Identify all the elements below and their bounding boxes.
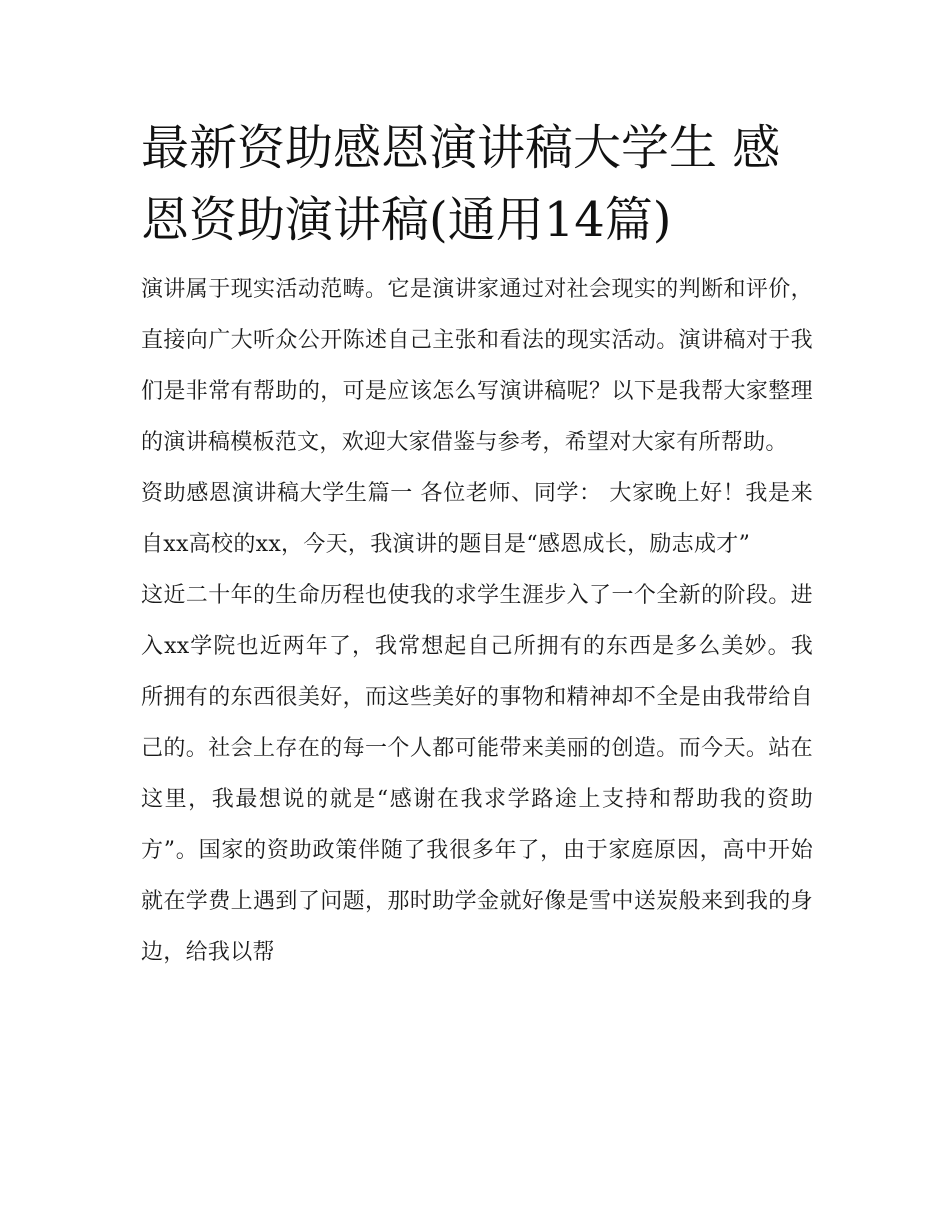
document-body [141, 112, 813, 978]
speech-body-paragraph: 这近二十年的生命历程也使我的求学生涯步入了一个全新的阶段。进入xx学院也近两年了，我常想起自己所拥有的东西是多么美妙。我所拥有的东西很美好，而这些美好的事物和精神却不全是由我带给自己的。社会上存在的每一个人都可能带来美丽的创造。而今天。站在这里，我最想说的就是“感谢在我求学路途上支持和帮助我的资助方”。国家的资助政策伴随了我很多年了，由于家庭原因，高中开始就在学费上遇到了问题，那时助学金就好像是雪中送炭般来到我的身边，给我以帮 [141, 583, 813, 965]
intro-paragraph: 演讲属于现实活动范畴。它是演讲家通过对社会现实的判断和评价，直接向广大听众公开陈述自己主张和看法的现实活动。演讲稿对于我们是非常有帮助的，可是应该怎么写演讲稿呢？以下是我帮大家整理的演讲稿模板范文，欢迎大家借鉴与参考，希望对大家有所帮助。 [141, 277, 813, 455]
speech-opening-paragraph: 资助感恩演讲稿大学生篇一 各位老师、同学： 大家晚上好！我是来自xx高校的xx，今天，我演讲的题目是“感恩成长，励志成才” [141, 481, 813, 557]
document-title: 最新资助感恩演讲稿大学生 感恩资助演讲稿(通用14篇) [141, 120, 781, 248]
